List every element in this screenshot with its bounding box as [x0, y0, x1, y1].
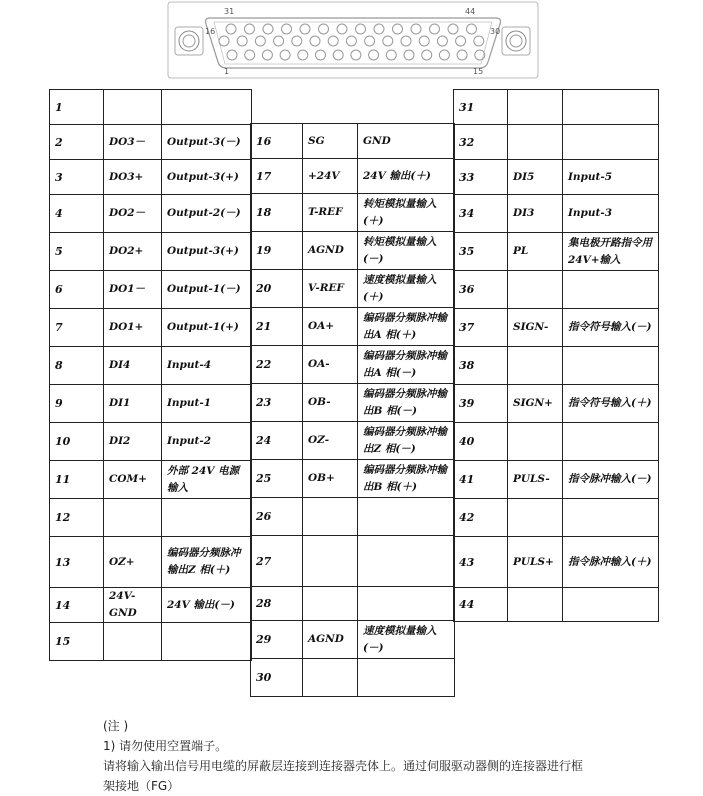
signal-name — [508, 271, 563, 309]
signal-name: COM+ — [104, 461, 162, 499]
pin-number: 18 — [251, 194, 303, 232]
signal-name: DO3+ — [104, 160, 162, 195]
pin-number: 42 — [454, 499, 508, 537]
pin-row-29 — [251, 621, 455, 659]
pin-hole — [386, 50, 396, 60]
signal-description: 24V 输出(－) — [162, 588, 252, 623]
pin-hole — [456, 36, 466, 46]
signal-name: DI2 — [104, 423, 162, 461]
pin-number: 28 — [251, 587, 303, 621]
pin-number: 19 — [251, 232, 303, 270]
signal-description — [358, 587, 455, 621]
signal-description: 编码器分频脉冲输出B 相(＋) — [358, 460, 455, 498]
pin-row-16 — [251, 124, 455, 159]
signal-description: Output-2(－) — [162, 195, 252, 233]
signal-description: 24V 输出(＋) — [358, 159, 455, 194]
pin-row-31 — [454, 90, 659, 125]
pin-number: 1 — [50, 90, 104, 125]
pin-row-17 — [251, 159, 455, 194]
pin-hole — [337, 24, 347, 34]
pin-hole — [237, 36, 247, 46]
pin-number: 38 — [454, 347, 508, 385]
pin-number: 33 — [454, 160, 508, 195]
pin-number: 7 — [50, 309, 104, 347]
pin-hole — [401, 36, 411, 46]
signal-description — [162, 90, 252, 125]
signal-description: Input-4 — [162, 347, 252, 385]
connector-diagram — [0, 0, 703, 90]
signal-name: OB- — [303, 384, 358, 422]
pin-label-31: 31 — [224, 7, 235, 16]
pin-number: 34 — [454, 195, 508, 233]
pin-row-25 — [251, 460, 455, 498]
pin-hole — [346, 36, 356, 46]
pin-hole — [404, 50, 414, 60]
pin-number: 9 — [50, 385, 104, 423]
pin-number: 12 — [50, 499, 104, 537]
pin-hole — [430, 24, 440, 34]
pin-hole — [448, 24, 458, 34]
pin-hole — [419, 36, 429, 46]
pin-number: 8 — [50, 347, 104, 385]
signal-name: T-REF — [303, 194, 358, 232]
pin-hole — [467, 24, 477, 34]
signal-description: 外部 24V 电源输入 — [162, 461, 252, 499]
pin-hole — [226, 24, 236, 34]
pin-hole — [274, 36, 284, 46]
signal-description: Output-3(+) — [162, 160, 252, 195]
signal-name: SIGN+ — [508, 385, 563, 423]
signal-name — [508, 347, 563, 385]
pin-hole — [351, 50, 361, 60]
signal-name: OA+ — [303, 308, 358, 346]
pin-row-11 — [50, 461, 252, 499]
pin-number: 15 — [50, 623, 104, 661]
connector-pins — [219, 24, 485, 60]
pin-row-10 — [50, 423, 252, 461]
signal-description: 速度模拟量输入(＋) — [358, 270, 455, 308]
pin-number: 11 — [50, 461, 104, 499]
pin-hole — [227, 50, 237, 60]
pin-label-44: 44 — [465, 7, 476, 16]
pin-number: 2 — [50, 125, 104, 160]
signal-name: SIGN- — [508, 309, 563, 347]
pin-hole — [282, 24, 292, 34]
pin-row-14 — [50, 588, 252, 623]
pin-hole — [457, 50, 467, 60]
pin-number: 39 — [454, 385, 508, 423]
notes-title: (注 ) — [103, 719, 129, 733]
signal-description — [358, 498, 455, 536]
pin-hole — [422, 50, 432, 60]
signal-description: 编码器分频脉冲输出Z 相(－) — [358, 422, 455, 460]
pin-number: 23 — [251, 384, 303, 422]
signal-description: Input-5 — [563, 160, 659, 195]
signal-description: Output-1(－) — [162, 271, 252, 309]
pin-row-37 — [454, 309, 659, 347]
pin-number: 20 — [251, 270, 303, 308]
pin-hole — [437, 36, 447, 46]
pin-hole — [411, 24, 421, 34]
pin-row-20 — [251, 270, 455, 308]
signal-name: OB+ — [303, 460, 358, 498]
signal-name: DO1+ — [104, 309, 162, 347]
pin-number: 5 — [50, 233, 104, 271]
pin-row-22 — [251, 346, 455, 384]
pin-hole — [310, 36, 320, 46]
signal-description — [563, 347, 659, 385]
pin-label-1: 1 — [224, 67, 230, 76]
signal-name: DO2+ — [104, 233, 162, 271]
signal-name: +24V — [303, 159, 358, 194]
pin-hole — [333, 50, 343, 60]
pin-row-8 — [50, 347, 252, 385]
pin-number: 44 — [454, 588, 508, 622]
signal-description: 编码器分频脉冲 输出Z 相(＋) — [162, 537, 252, 588]
pin-number: 25 — [251, 460, 303, 498]
pin-number: 10 — [50, 423, 104, 461]
signal-description: GND — [358, 124, 455, 159]
pin-number: 4 — [50, 195, 104, 233]
signal-description: 指令符号输入(＋) — [563, 385, 659, 423]
signal-name — [508, 499, 563, 537]
signal-name: PULS- — [508, 461, 563, 499]
pin-label-15: 15 — [473, 67, 484, 76]
pin-row-28 — [251, 587, 455, 621]
pin-hole — [316, 50, 326, 60]
signal-name: DI5 — [508, 160, 563, 195]
pin-hole — [393, 24, 403, 34]
signal-name: OZ+ — [104, 537, 162, 588]
signal-description — [563, 499, 659, 537]
pin-row-4 — [50, 195, 252, 233]
pin-label-30: 30 — [490, 27, 501, 36]
signal-name: AGND — [303, 232, 358, 270]
pin-hole — [245, 50, 255, 60]
pin-number: 30 — [251, 659, 303, 697]
signal-name: DO2－ — [104, 195, 162, 233]
pin-row-38 — [454, 347, 659, 385]
pin-row-13 — [50, 537, 252, 588]
pin-number: 41 — [454, 461, 508, 499]
left-screw — [175, 27, 203, 55]
pin-row-36 — [454, 271, 659, 309]
signal-description — [162, 623, 252, 661]
pin-row-35 — [454, 233, 659, 271]
pin-row-33 — [454, 160, 659, 195]
pin-label-16: 16 — [205, 27, 216, 36]
signal-description: Input-2 — [162, 423, 252, 461]
signal-description — [563, 90, 659, 125]
pin-row-27 — [251, 536, 455, 587]
signal-name — [104, 623, 162, 661]
pin-row-24 — [251, 422, 455, 460]
pin-hole — [280, 50, 290, 60]
pin-row-23 — [251, 384, 455, 422]
pin-row-32 — [454, 125, 659, 160]
signal-name — [303, 536, 358, 587]
signal-description: Output-3(－) — [162, 125, 252, 160]
signal-name: DI3 — [508, 195, 563, 233]
pin-row-34 — [454, 195, 659, 233]
signal-description: 编码器分频脉冲输出B 相(－) — [358, 384, 455, 422]
signal-name — [303, 587, 358, 621]
pin-hole — [374, 24, 384, 34]
pin-row-19 — [251, 232, 455, 270]
signal-description: 速度模拟量输入(－) — [358, 621, 455, 659]
pin-hole — [262, 50, 272, 60]
signal-name — [303, 498, 358, 536]
pin-hole — [298, 50, 308, 60]
pin-row-3 — [50, 160, 252, 195]
pin-hole — [365, 36, 375, 46]
signal-description: 编码器分频脉冲输出A 相(－) — [358, 346, 455, 384]
pin-number: 43 — [454, 537, 508, 588]
signal-description — [162, 499, 252, 537]
pin-row-9 — [50, 385, 252, 423]
signal-description — [563, 125, 659, 160]
pin-hole — [356, 24, 366, 34]
pin-row-7 — [50, 309, 252, 347]
pin-number: 16 — [251, 124, 303, 159]
pin-row-44 — [454, 588, 659, 622]
pin-number: 21 — [251, 308, 303, 346]
pin-row-40 — [454, 423, 659, 461]
pin-number: 27 — [251, 536, 303, 587]
signal-name: V-REF — [303, 270, 358, 308]
pin-row-26 — [251, 498, 455, 536]
signal-name — [104, 90, 162, 125]
signal-name: DO3－ — [104, 125, 162, 160]
pin-hole — [369, 50, 379, 60]
signal-description: 指令符号输入(－) — [563, 309, 659, 347]
pin-hole — [474, 36, 484, 46]
pin-number: 24 — [251, 422, 303, 460]
note-line-2: 请将输入输出信号用电缆的屏蔽层连接到连接器壳体上。通过伺服驱动器侧的连接器进行框 — [103, 759, 584, 773]
pin-row-15 — [50, 623, 252, 661]
signal-description: 指令脉冲输入(－) — [563, 461, 659, 499]
signal-description — [563, 423, 659, 461]
note-item-1: 1) 请勿使用空置端子。 — [103, 739, 228, 753]
pin-number: 29 — [251, 621, 303, 659]
pin-row-2 — [50, 125, 252, 160]
signal-name: PL — [508, 233, 563, 271]
notes-section — [103, 716, 583, 796]
note-line-3: 架接地（FG） — [103, 779, 180, 793]
pin-hole — [245, 24, 255, 34]
pin-number: 22 — [251, 346, 303, 384]
pin-number: 13 — [50, 537, 104, 588]
pin-number: 36 — [454, 271, 508, 309]
pin-number: 17 — [251, 159, 303, 194]
signal-description — [563, 271, 659, 309]
pin-table-1 — [49, 89, 252, 661]
signal-name — [508, 588, 563, 622]
pin-hole — [328, 36, 338, 46]
pin-row-42 — [454, 499, 659, 537]
pin-number: 6 — [50, 271, 104, 309]
signal-description — [358, 536, 455, 587]
signal-name — [303, 659, 358, 697]
pin-row-39 — [454, 385, 659, 423]
signal-description — [358, 659, 455, 697]
pin-row-30 — [251, 659, 455, 697]
pin-table-2 — [250, 123, 455, 697]
signal-name: SG — [303, 124, 358, 159]
signal-name: DI1 — [104, 385, 162, 423]
signal-description: Output-3(+) — [162, 233, 252, 271]
pin-row-12 — [50, 499, 252, 537]
pin-hole — [263, 24, 273, 34]
pin-row-41 — [454, 461, 659, 499]
right-screw — [502, 27, 530, 55]
pin-row-1 — [50, 90, 252, 125]
signal-name: AGND — [303, 621, 358, 659]
signal-description: 指令脉冲输入(＋) — [563, 537, 659, 588]
pin-number: 40 — [454, 423, 508, 461]
signal-name: OZ- — [303, 422, 358, 460]
pin-number: 3 — [50, 160, 104, 195]
signal-name — [508, 125, 563, 160]
pin-number: 37 — [454, 309, 508, 347]
pin-number: 14 — [50, 588, 104, 623]
signal-name — [508, 90, 563, 125]
pin-hole — [292, 36, 302, 46]
signal-name: PULS+ — [508, 537, 563, 588]
pin-row-43 — [454, 537, 659, 588]
pin-hole — [300, 24, 310, 34]
signal-description — [563, 588, 659, 622]
signal-description: Input-3 — [563, 195, 659, 233]
pin-number: 26 — [251, 498, 303, 536]
signal-name: DO1－ — [104, 271, 162, 309]
pin-row-5 — [50, 233, 252, 271]
signal-description: 编码器分频脉冲输出A 相(＋) — [358, 308, 455, 346]
pin-hole — [255, 36, 265, 46]
pin-hole — [383, 36, 393, 46]
signal-name: 24V-GND — [104, 588, 162, 623]
pin-row-21 — [251, 308, 455, 346]
signal-description: 转矩模拟量输入(－) — [358, 232, 455, 270]
pin-row-6 — [50, 271, 252, 309]
signal-name: DI4 — [104, 347, 162, 385]
signal-description: 转矩模拟量输入(＋) — [358, 194, 455, 232]
signal-description: Input-1 — [162, 385, 252, 423]
signal-name — [508, 423, 563, 461]
signal-name: OA- — [303, 346, 358, 384]
signal-name — [104, 499, 162, 537]
pin-number: 31 — [454, 90, 508, 125]
pin-row-18 — [251, 194, 455, 232]
pin-number: 35 — [454, 233, 508, 271]
signal-description: Output-1(+) — [162, 309, 252, 347]
pin-hole — [319, 24, 329, 34]
pin-hole — [219, 36, 229, 46]
pin-number: 32 — [454, 125, 508, 160]
pin-table-3 — [453, 89, 659, 622]
pin-hole — [439, 50, 449, 60]
signal-description: 集电极开路指令用24V+输入 — [563, 233, 659, 271]
